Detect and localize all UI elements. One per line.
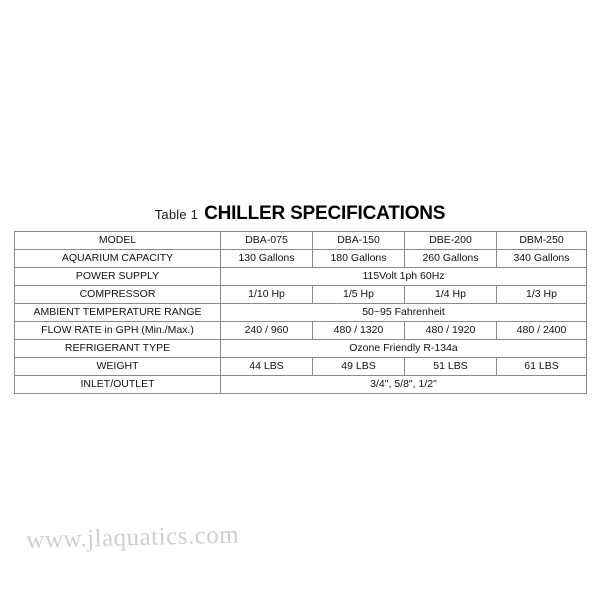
row-label: AQUARIUM CAPACITY [15,250,221,268]
row-value: DBM-250 [497,232,587,250]
specifications-table-container [14,231,586,394]
row-value: 240 / 960 [221,322,313,340]
row-value: 1/5 Hp [313,286,405,304]
row-value: 51 LBS [405,358,497,376]
row-label: POWER SUPPLY [15,268,221,286]
row-value: 44 LBS [221,358,313,376]
table-row [15,304,587,322]
row-label: INLET/OUTLET [15,376,221,394]
row-value: 1/10 Hp [221,286,313,304]
table-row [15,250,587,268]
row-label: REFRIGERANT TYPE [15,340,221,358]
row-value: 1/3 Hp [497,286,587,304]
table-row [15,340,587,358]
row-value: 480 / 2400 [497,322,587,340]
specifications-table-body [15,232,587,394]
table-row [15,322,587,340]
row-value: DBE-200 [405,232,497,250]
row-value: 1/4 Hp [405,286,497,304]
table-title [0,203,600,225]
row-value: 480 / 1320 [313,322,405,340]
watermark: www.jlaquatics.com [26,521,240,554]
row-label: WEIGHT [15,358,221,376]
specifications-table [14,231,587,394]
row-value-merged: 50~95 Fahrenheit [221,304,587,322]
table-row [15,232,587,250]
row-value-merged: 115Volt 1ph 60Hz [221,268,587,286]
row-value-merged: Ozone Friendly R-134a [221,340,587,358]
table-title-heading: CHILLER SPECIFICATIONS [204,203,446,224]
row-label: COMPRESSOR [15,286,221,304]
row-value: 130 Gallons [221,250,313,268]
row-value: 340 Gallons [497,250,587,268]
table-row [15,358,587,376]
row-label: FLOW RATE in GPH (Min./Max.) [15,322,221,340]
row-label: AMBIENT TEMPERATURE RANGE [15,304,221,322]
row-value: DBA-075 [221,232,313,250]
row-value: 49 LBS [313,358,405,376]
row-label: MODEL [15,232,221,250]
row-value: DBA-150 [313,232,405,250]
table-title-label: Table 1 [154,207,199,222]
table-row [15,286,587,304]
row-value: 61 LBS [497,358,587,376]
row-value: 480 / 1920 [405,322,497,340]
row-value-merged: 3/4", 5/8", 1/2" [221,376,587,394]
row-value: 180 Gallons [313,250,405,268]
table-row [15,376,587,394]
table-row [15,268,587,286]
row-value: 260 Gallons [405,250,497,268]
